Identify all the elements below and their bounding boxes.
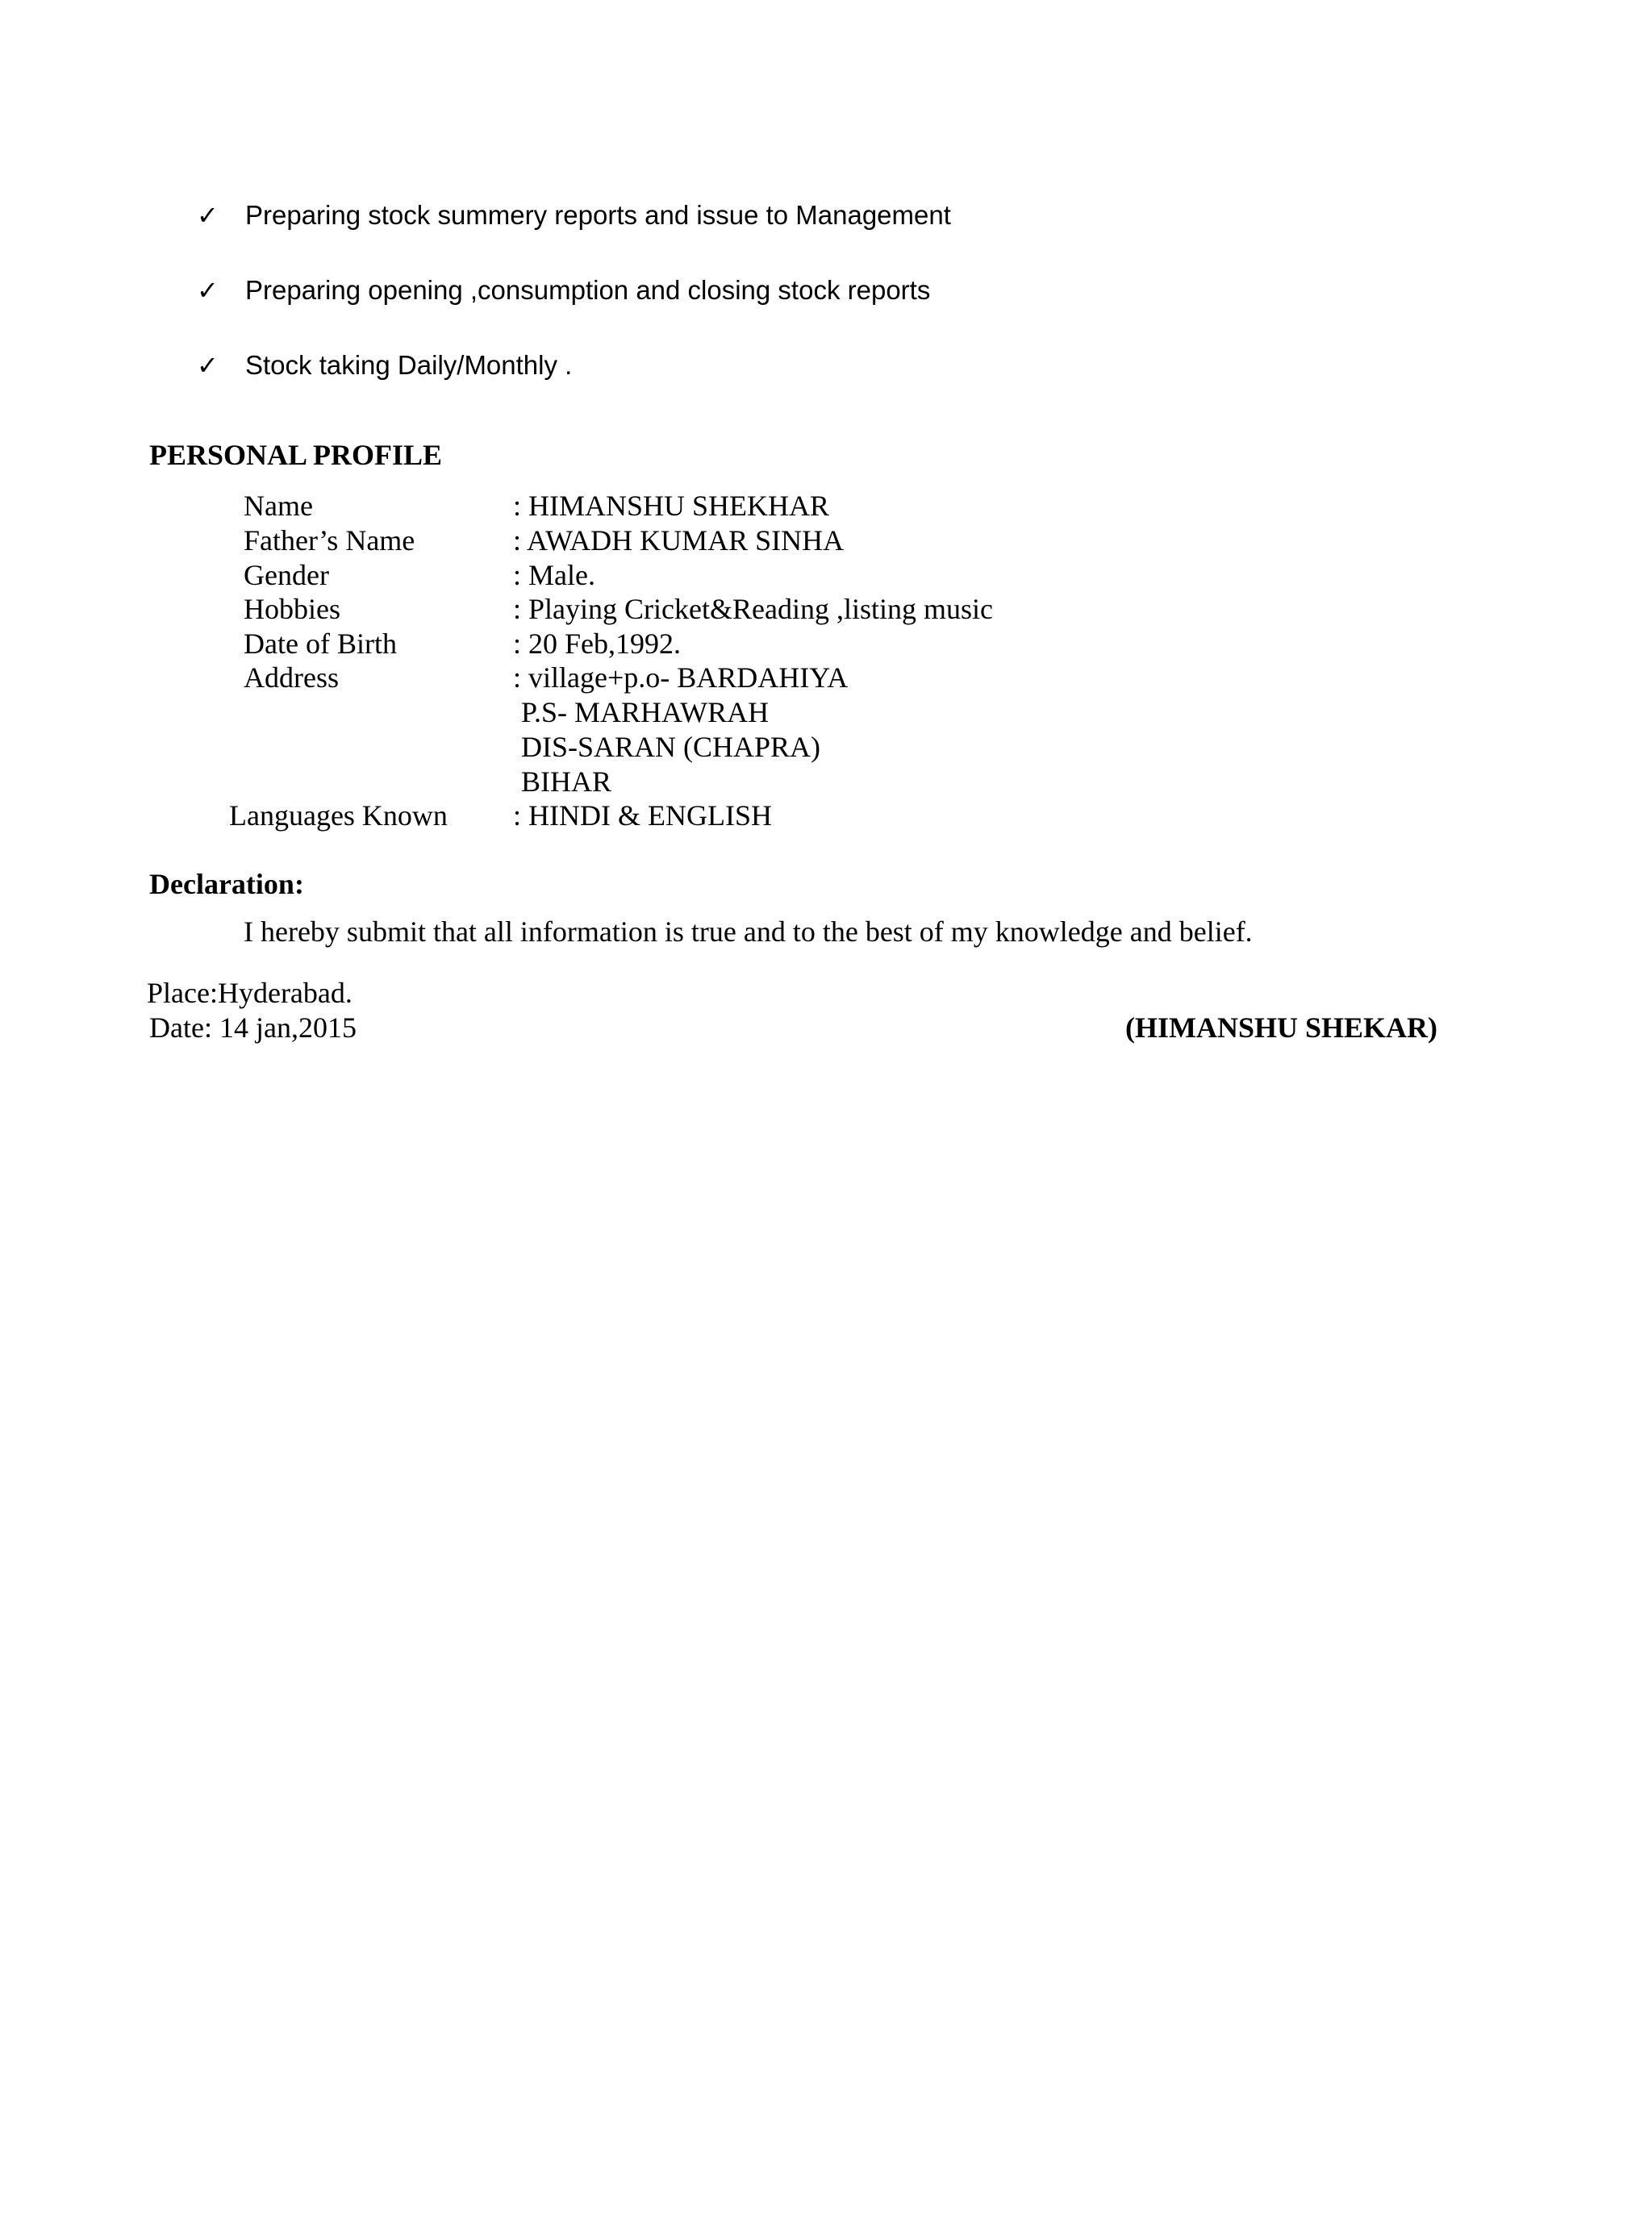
- profile-label-name: Name: [244, 490, 313, 522]
- date-text: Date: 14 jan,2015: [149, 1011, 357, 1044]
- profile-value-father: : AWADH KUMAR SINHA: [513, 524, 845, 557]
- profile-label-gender: Gender: [244, 559, 329, 591]
- declaration-text: I hereby submit that all information is true and to the best of my knowledge and belief.: [244, 915, 1253, 948]
- profile-value-address: : village+p.o- BARDAHIYA: [513, 661, 849, 694]
- signature-name: (HIMANSHU SHEKAR): [1125, 1011, 1438, 1044]
- bullet-text: Preparing opening ,consumption and closing stock reports: [245, 275, 931, 305]
- place-text: Place:Hyderabad.: [147, 977, 353, 1009]
- profile-value-hobbies: : Playing Cricket&Reading ,listing music: [513, 593, 993, 625]
- profile-label-hobbies: Hobbies: [244, 593, 340, 625]
- profile-label-address: Address: [244, 661, 339, 694]
- declaration-heading: Declaration:: [149, 868, 304, 900]
- profile-label-father: Father’s Name: [244, 524, 415, 557]
- profile-value-gender: : Male.: [513, 559, 595, 591]
- checkmark-icon: ✓: [197, 275, 219, 306]
- profile-value-languages: : HINDI & ENGLISH: [513, 799, 772, 832]
- personal-profile-heading: PERSONAL PROFILE: [149, 439, 443, 471]
- bullet-text: Stock taking Daily/Monthly .: [245, 350, 573, 380]
- profile-label-languages: Languages Known: [229, 799, 448, 832]
- list-item: [197, 270, 930, 311]
- list-item: [197, 195, 951, 236]
- checkmark-icon: ✓: [197, 200, 219, 231]
- profile-value-name: : HIMANSHU SHEKHAR: [513, 490, 830, 522]
- address-line: P.S- MARHAWRAH: [521, 696, 770, 728]
- profile-label-dob: Date of Birth: [244, 628, 397, 660]
- profile-value-dob: : 20 Feb,1992.: [513, 628, 682, 660]
- address-line: DIS-SARAN (CHAPRA): [521, 731, 821, 763]
- checkmark-icon: ✓: [197, 350, 219, 381]
- bullet-text: Preparing stock summery reports and issue to Management: [245, 200, 951, 230]
- address-line: BIHAR: [521, 765, 612, 798]
- list-item: [197, 345, 572, 386]
